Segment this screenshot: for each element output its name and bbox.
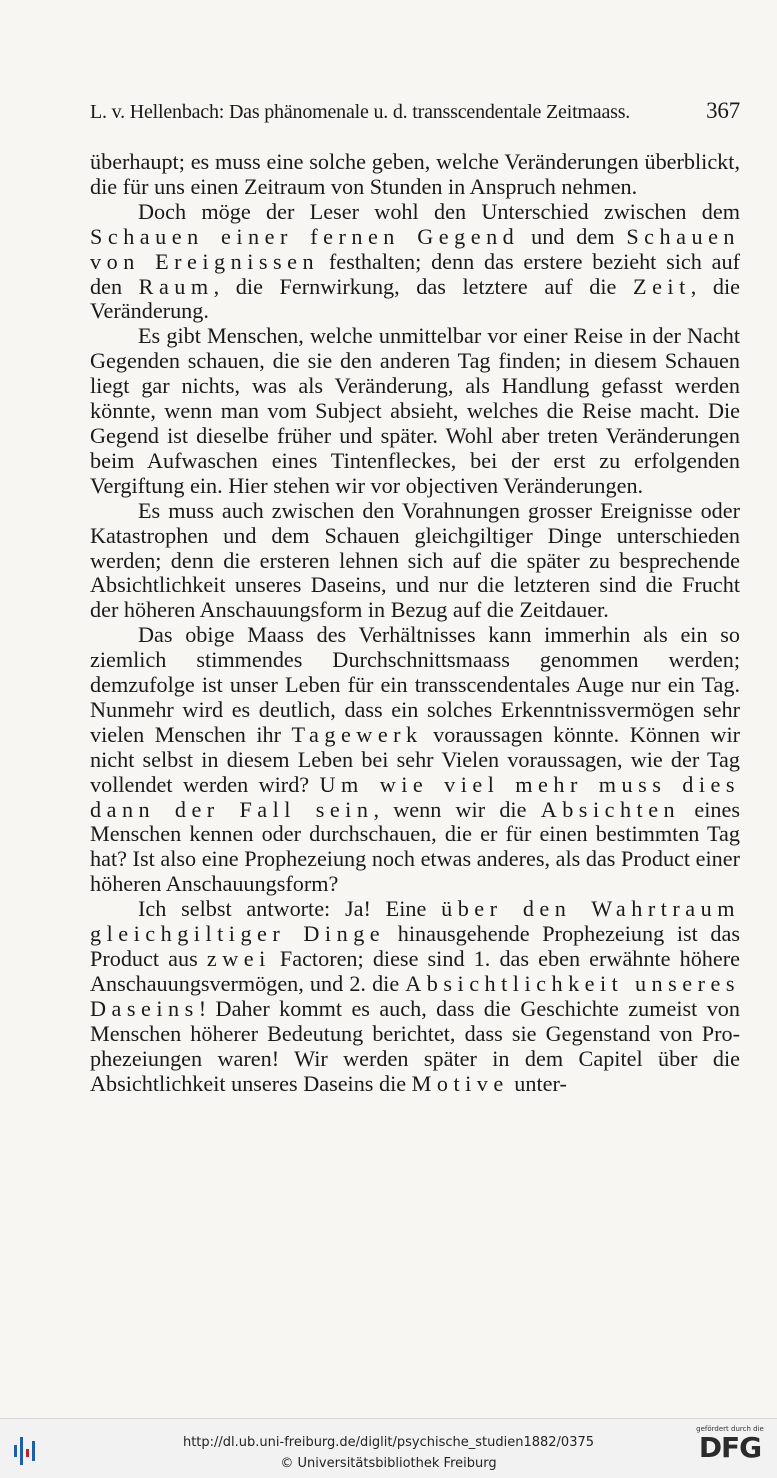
spaced-emphasis-text: Schauen von Ereignissen [90, 223, 741, 274]
spaced-emphasis-text: Absichtlichkeit unseres Daseins [90, 970, 740, 1021]
copyright-notice: © Universitätsbibliothek Freiburg [280, 1456, 497, 1471]
paragraph [90, 623, 740, 897]
text-run: voraussagen könnte. Können wir nicht selbst in diesem Leben bei sehr Vielen voraussagen, wie der Tag vollendet werden wird? [90, 721, 741, 797]
text-run: eines Menschen kennen oder durchschauen, die er für einen bestimmten Tag hat? Ist also eine Prophezeiung noch etwas anderes, als das Product einer höheren Anschauungsform? [90, 796, 740, 897]
spaced-emphasis-text: Um wie viel mehr muss dies dann der Fall sein [90, 771, 740, 822]
running-header [90, 98, 740, 124]
page-number: 367 [706, 98, 740, 123]
paragraph [90, 200, 740, 325]
spaced-emphasis-text: Zeit [633, 273, 691, 299]
text-run: Es muss auch zwischen den Vorahnungen grosser Ereignisse oder Katastrophen und dem Schauen gleichgiltiger Dinge unterschieden werden; denn die ersteren lehnen sich auf die später zu besprechende Absichtlichkeit unseres Daseins, und nur die letzteren sind die Frucht der höheren Anschauungsform in Bezug auf die Zeitdauer. [90, 497, 740, 623]
running-title: L. v. Hellenbach: Das phänomenale u. d. transscendentale Zeitmaass. [90, 101, 631, 123]
dfg-tagline: gefördert durch die [696, 1425, 764, 1433]
text-run: Ich selbst antworte: Ja! Eine [138, 896, 442, 922]
text-run: festhalten; denn das erstere bezieht sich auf den [90, 248, 740, 299]
spaced-emphasis-text: Absichten [540, 796, 681, 822]
spaced-emphasis-text: Tagewerk [291, 721, 423, 747]
body-text [90, 150, 740, 1096]
text-run: , wenn wir die [373, 796, 541, 822]
text-run: Es gibt Menschen, welche unmittelbar vor einer Reise in der Nacht Gegenden schauen, die sie den anderen Tag finden; in diesem Schauen liegt gar nichts, was als Veränderung, als Handlung gefasst werden könnte, wenn man vom Subject absieht, welches die Reise macht. Die Gegend ist dieselbe früher und später. Wohl aber treten Veränderungen beim Aufwaschen eines Tintenfleckes, bei der erst zu erfolgenden Vergiftung ein. Hier stehen wir vor objectiven Veränderungen. [90, 323, 740, 498]
spaced-emphasis-text: über den Wahrtraum gleichgiltiger Dinge [90, 896, 740, 947]
text-run: unter- [508, 1070, 567, 1096]
dfg-logo [695, 1425, 765, 1463]
text-run: Doch möge der Leser wohl den Unterschied zwischen dem [138, 198, 740, 224]
spaced-emphasis-text: Motive [411, 1070, 509, 1096]
paragraph [90, 897, 740, 1096]
text-run: , die Veränderung. [90, 273, 741, 324]
text-run: Factoren; diese sind 1. das eben erwähnte höhere Anschauungsvermögen, und 2. die [90, 946, 740, 996]
text-run: Das obige Maass des Verhältnisses kann immerhin als ein so ziemlich stimmendes Durchschnittsmaass genommen werden; demzufolge ist unser Leben für ein transscendentales Auge nur ein Tag. Nunmehr wird es deutlich, dass ein solches Erkenntnissvermögen sehr vielen Menschen ihr [90, 622, 740, 747]
spaced-emphasis-text: zwei [206, 946, 271, 971]
spaced-emphasis-text: Raum [138, 273, 214, 299]
text-run: und dem [519, 223, 627, 249]
paragraph [90, 499, 740, 624]
dfg-logo-text: DFG [698, 1431, 762, 1464]
paragraph [90, 324, 740, 498]
text-run: ! Daher kommt es auch, dass die Geschichte zumeist von Menschen höherer Bedeutung berichtet, dass sie Gegenstand von Prophezeiungen waren! Wir werden später in dem Capitel über die Absichtlichkeit unseres Daseins die [90, 995, 740, 1096]
paragraph [90, 150, 740, 200]
spaced-emphasis-text: Schauen einer fernen Gegend [90, 223, 520, 249]
text-run: , die Fernwirkung, das letztere auf die [213, 273, 634, 299]
source-url[interactable]: http://dl.ub.uni-freiburg.de/diglit/psychische_studien1882/0375 [182, 1435, 595, 1450]
viewer-footer [0, 1418, 777, 1478]
text-run: überhaupt; es muss eine solche geben, welche Veränderungen überblickt, die für uns einen Zeitraum von Stunden in Anspruch nehmen. [90, 149, 740, 199]
text-run: hinausgehende Prophezeiung ist das Product aus [90, 921, 740, 971]
